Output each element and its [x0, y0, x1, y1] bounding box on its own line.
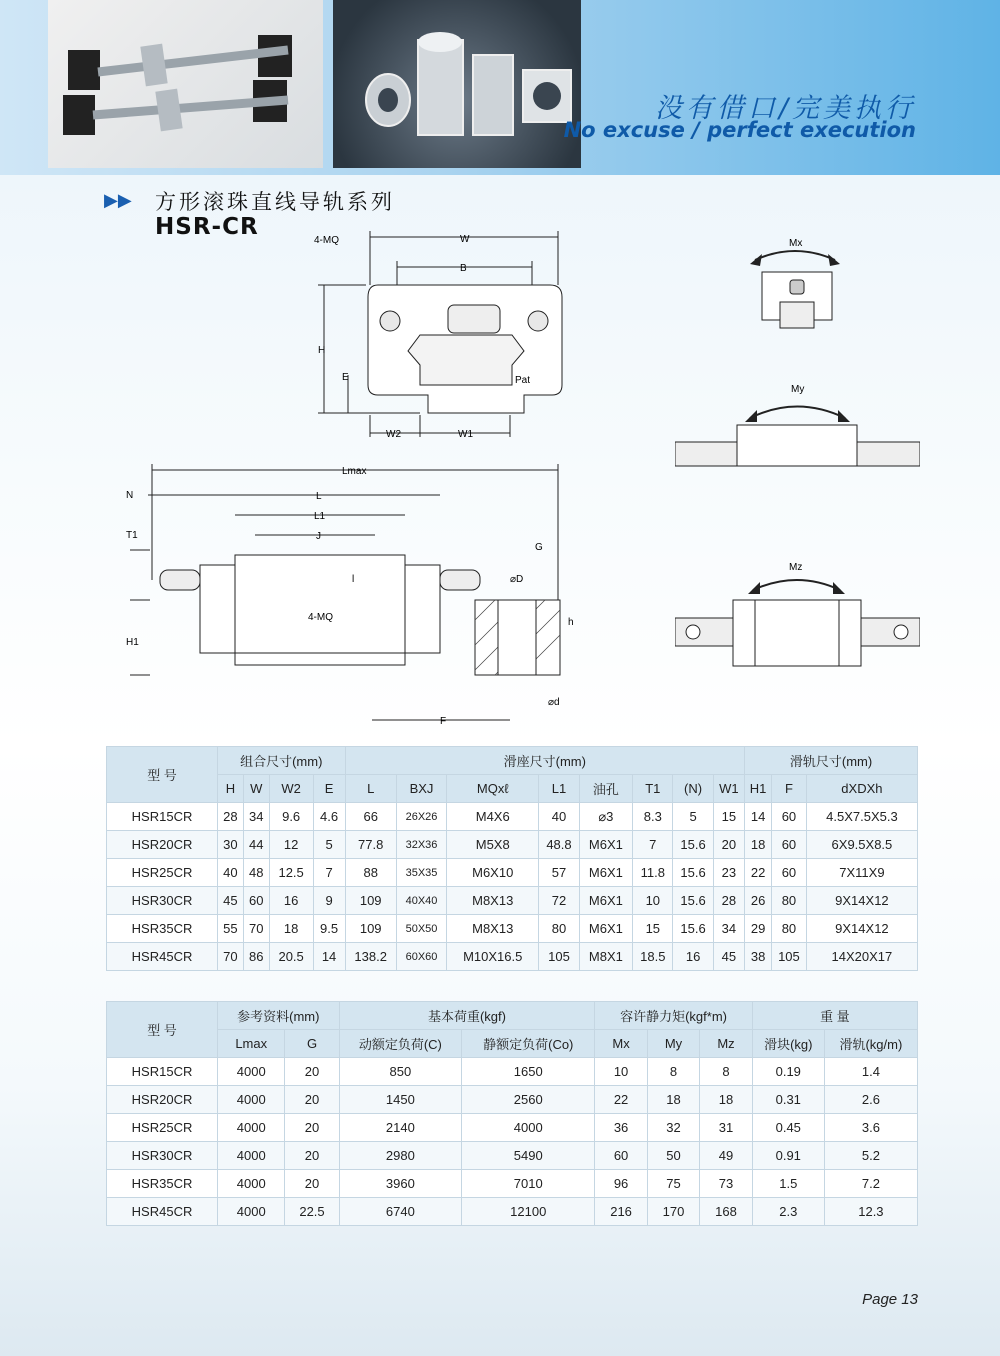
table-cell: 60X60	[396, 943, 446, 971]
table-cell: 28	[218, 803, 244, 831]
model-cell: HSR35CR	[107, 1170, 218, 1198]
series-title-model: HSR-CR	[155, 214, 259, 240]
table-cell: 32	[647, 1114, 699, 1142]
model-cell: HSR15CR	[107, 803, 218, 831]
table-cell: 4000	[218, 1086, 285, 1114]
table-row	[107, 915, 918, 943]
table-cell: 15.6	[673, 915, 713, 943]
group-header: 参考资料(mm)	[218, 1002, 340, 1030]
table-cell: 850	[339, 1058, 462, 1086]
table-cell: 66	[345, 803, 396, 831]
table-cell: 5	[313, 831, 345, 859]
table-cell: 45	[713, 943, 744, 971]
table-cell: 9X14X12	[806, 887, 917, 915]
group-header: 滑座尺寸(mm)	[345, 747, 745, 775]
table-cell: 2.6	[824, 1086, 917, 1114]
table-cell: 72	[539, 887, 579, 915]
table-cell: 0.45	[752, 1114, 824, 1142]
table-cell: 22	[595, 1086, 647, 1114]
dimensions-table	[106, 746, 918, 971]
table-cell: 8	[647, 1058, 699, 1086]
table-cell: 60	[772, 859, 807, 887]
label-h-small: h	[568, 617, 574, 628]
table-cell: 15.6	[673, 859, 713, 887]
table-cell: 70	[218, 943, 244, 971]
table-cell: 20	[713, 831, 744, 859]
model-cell: HSR15CR	[107, 1058, 218, 1086]
table-cell: 168	[700, 1198, 753, 1226]
column-header: 油孔	[579, 775, 633, 803]
table-cell: 5.2	[824, 1142, 917, 1170]
table-cell: 88	[345, 859, 396, 887]
ball-screw-photo	[48, 0, 323, 168]
table-cell: 6X9.5X8.5	[806, 831, 917, 859]
column-header: 动额定负荷(C)	[339, 1030, 462, 1058]
table-cell: 57	[539, 859, 579, 887]
group-header: 基本荷重(kgf)	[339, 1002, 595, 1030]
table-row	[107, 1114, 918, 1142]
group-header: 重 量	[752, 1002, 917, 1030]
table-cell: 1.4	[824, 1058, 917, 1086]
label-l: L	[316, 491, 322, 502]
table-cell: 4000	[218, 1058, 285, 1086]
model-cell: HSR30CR	[107, 1142, 218, 1170]
table-cell: 4000	[218, 1170, 285, 1198]
table-cell: 0.91	[752, 1142, 824, 1170]
group-header: 组合尺寸(mm)	[218, 747, 346, 775]
table-cell: 0.19	[752, 1058, 824, 1086]
model-cell: HSR25CR	[107, 1114, 218, 1142]
table-cell: 26	[745, 887, 772, 915]
table-cell: 38	[745, 943, 772, 971]
table-cell: M8X1	[579, 943, 633, 971]
table-cell: 70	[243, 915, 269, 943]
label-l1: L1	[314, 511, 326, 522]
table-cell: 75	[647, 1170, 699, 1198]
label-my: My	[791, 384, 805, 395]
column-header: W1	[713, 775, 744, 803]
table-cell: 31	[700, 1114, 753, 1142]
table-cell: 4000	[462, 1114, 595, 1142]
table-cell: 44	[243, 831, 269, 859]
table-cell: 35X35	[396, 859, 446, 887]
table-row	[107, 1170, 918, 1198]
table-cell: 9	[313, 887, 345, 915]
table-cell: 0.31	[752, 1086, 824, 1114]
table-row	[107, 1198, 918, 1226]
table-row	[107, 887, 918, 915]
table-cell: 7010	[462, 1170, 595, 1198]
label-w: W	[460, 234, 470, 245]
table-cell: 5	[673, 803, 713, 831]
table-cell: 9X14X12	[806, 915, 917, 943]
table-cell: 7.2	[824, 1170, 917, 1198]
table-cell: 48.8	[539, 831, 579, 859]
table-row	[107, 859, 918, 887]
label-f: F	[440, 716, 447, 727]
model-header: 型 号	[107, 747, 218, 803]
table-cell: 30	[218, 831, 244, 859]
title-arrow-icon: ▶▶	[104, 190, 132, 211]
table-cell: 2140	[339, 1114, 462, 1142]
column-header: dXDXh	[806, 775, 917, 803]
table-cell: 55	[218, 915, 244, 943]
table-cell: 18	[700, 1086, 753, 1114]
table-cell: 7X11X9	[806, 859, 917, 887]
column-header: W	[243, 775, 269, 803]
table-cell: 14	[745, 803, 772, 831]
label-4-mq-side: 4-MQ	[308, 612, 333, 623]
table-cell: 16	[673, 943, 713, 971]
table-cell: 45	[218, 887, 244, 915]
model-cell: HSR20CR	[107, 831, 218, 859]
label-pat: Pat	[515, 375, 531, 386]
label-w2: W2	[386, 429, 401, 440]
label-dia-d-upper: ⌀D	[510, 574, 524, 585]
table-cell: 4000	[218, 1142, 285, 1170]
table-row	[107, 803, 918, 831]
table-cell: 86	[243, 943, 269, 971]
table-cell: M5X8	[447, 831, 539, 859]
column-header: 滑轨(kg/m)	[824, 1030, 917, 1058]
table-cell: 8.3	[633, 803, 673, 831]
model-cell: HSR30CR	[107, 887, 218, 915]
column-header: G	[285, 1030, 339, 1058]
table-cell: 11.8	[633, 859, 673, 887]
series-title-chinese: 方形滚珠直线导轨系列	[155, 190, 395, 214]
table-cell: 60	[595, 1142, 647, 1170]
table-cell: 12100	[462, 1198, 595, 1226]
page-number: Page 13	[862, 1291, 918, 1308]
table-cell: 40	[218, 859, 244, 887]
table-cell: 96	[595, 1170, 647, 1198]
table-cell: M4X6	[447, 803, 539, 831]
table-cell: 4000	[218, 1114, 285, 1142]
table-cell: 80	[772, 915, 807, 943]
table-cell: 16	[269, 887, 313, 915]
table-cell: 32X36	[396, 831, 446, 859]
table-cell: 20	[285, 1142, 339, 1170]
table-cell: 109	[345, 887, 396, 915]
table-cell: 7	[313, 859, 345, 887]
table-cell: 50	[647, 1142, 699, 1170]
table-cell: 1650	[462, 1058, 595, 1086]
table-cell: 20	[285, 1114, 339, 1142]
table-cell: 80	[539, 915, 579, 943]
label-n: N	[126, 490, 134, 501]
table-cell: 73	[700, 1170, 753, 1198]
table-cell: 2560	[462, 1086, 595, 1114]
label-t1: T1	[126, 530, 138, 541]
side-view-drawing	[120, 460, 580, 730]
label-dia-d-lower: ⌀d	[548, 697, 560, 708]
table-cell: M6X1	[579, 831, 633, 859]
moment-mx-diagram	[740, 232, 850, 332]
table-cell: 15.6	[673, 831, 713, 859]
column-header: MQxℓ	[447, 775, 539, 803]
column-header: W2	[269, 775, 313, 803]
table-cell: M8X13	[447, 887, 539, 915]
table-cell: 29	[745, 915, 772, 943]
table-cell: 6740	[339, 1198, 462, 1226]
column-header: Mx	[595, 1030, 647, 1058]
table-cell: ⌀3	[579, 803, 633, 831]
table-row	[107, 1058, 918, 1086]
table-cell: 105	[772, 943, 807, 971]
column-header: L	[345, 775, 396, 803]
table-cell: 60	[243, 887, 269, 915]
column-header: H	[218, 775, 244, 803]
table-row	[107, 943, 918, 971]
model-cell: HSR45CR	[107, 943, 218, 971]
table-cell: 12.3	[824, 1198, 917, 1226]
column-header: Mz	[700, 1030, 753, 1058]
table-cell: 80	[772, 887, 807, 915]
table-cell: 170	[647, 1198, 699, 1226]
label-4-mq: 4-MQ	[314, 235, 339, 246]
table-cell: 1450	[339, 1086, 462, 1114]
label-w1: W1	[458, 429, 473, 440]
table-cell: 40X40	[396, 887, 446, 915]
column-header: F	[772, 775, 807, 803]
table-cell: 20	[285, 1058, 339, 1086]
label-h1: H1	[126, 637, 139, 648]
table-cell: 49	[700, 1142, 753, 1170]
model-cell: HSR45CR	[107, 1198, 218, 1226]
slogan-chinese: 没有借口/完美执行	[654, 93, 916, 124]
table-cell: 20	[285, 1086, 339, 1114]
table-cell: 34	[243, 803, 269, 831]
table-cell: M8X13	[447, 915, 539, 943]
model-header: 型 号	[107, 1002, 218, 1058]
load-rating-table	[106, 1001, 918, 1226]
table-cell: 22	[745, 859, 772, 887]
table-cell: 18	[745, 831, 772, 859]
table-cell: 60	[772, 831, 807, 859]
table-cell: 9.6	[269, 803, 313, 831]
table-cell: 18	[269, 915, 313, 943]
table-cell: M6X1	[579, 887, 633, 915]
table-cell: 105	[539, 943, 579, 971]
table-row	[107, 831, 918, 859]
model-cell: HSR20CR	[107, 1086, 218, 1114]
table-cell: 7	[633, 831, 673, 859]
table-cell: M6X1	[579, 859, 633, 887]
model-cell: HSR35CR	[107, 915, 218, 943]
table-cell: 138.2	[345, 943, 396, 971]
table-cell: M6X10	[447, 859, 539, 887]
table-cell: 12.5	[269, 859, 313, 887]
table-cell: 22.5	[285, 1198, 339, 1226]
slogan-english: No excuse / perfect execution	[563, 118, 916, 142]
table-cell: 60	[772, 803, 807, 831]
table-row	[107, 1086, 918, 1114]
table-cell: 20.5	[269, 943, 313, 971]
table-cell: 3.6	[824, 1114, 917, 1142]
table-cell: 5490	[462, 1142, 595, 1170]
table-cell: 36	[595, 1114, 647, 1142]
table-cell: 48	[243, 859, 269, 887]
label-mx: Mx	[789, 238, 803, 249]
table-cell: 10	[633, 887, 673, 915]
column-header: H1	[745, 775, 772, 803]
table-cell: 8	[700, 1058, 753, 1086]
table-cell: 12	[269, 831, 313, 859]
label-h: H	[318, 345, 326, 356]
table-cell: 2980	[339, 1142, 462, 1170]
front-view-drawing	[300, 225, 590, 445]
column-header: My	[647, 1030, 699, 1058]
table-cell: 14X20X17	[806, 943, 917, 971]
table-cell: 4.5X7.5X5.3	[806, 803, 917, 831]
table-cell: 26X26	[396, 803, 446, 831]
column-header: 静额定负荷(Co)	[462, 1030, 595, 1058]
table-cell: 23	[713, 859, 744, 887]
table-row	[107, 1142, 918, 1170]
table-cell: 3960	[339, 1170, 462, 1198]
table-cell: M10X16.5	[447, 943, 539, 971]
column-header: E	[313, 775, 345, 803]
table-cell: 34	[713, 915, 744, 943]
label-mz: Mz	[789, 562, 803, 573]
table-cell: 10	[595, 1058, 647, 1086]
label-g: G	[535, 542, 543, 553]
column-header: T1	[633, 775, 673, 803]
label-lmax: Lmax	[342, 466, 367, 477]
label-l-small: l	[352, 574, 355, 585]
table-cell: 50X50	[396, 915, 446, 943]
table-cell: 1.5	[752, 1170, 824, 1198]
column-header: BXJ	[396, 775, 446, 803]
table-cell: 15	[713, 803, 744, 831]
table-cell: 216	[595, 1198, 647, 1226]
table-cell: 20	[285, 1170, 339, 1198]
table-cell: 9.5	[313, 915, 345, 943]
table-cell: 28	[713, 887, 744, 915]
table-cell: 15	[633, 915, 673, 943]
column-header: Lmax	[218, 1030, 285, 1058]
table-cell: 109	[345, 915, 396, 943]
model-cell: HSR25CR	[107, 859, 218, 887]
column-header: (N)	[673, 775, 713, 803]
linear-bearing-photo	[333, 0, 581, 168]
moment-mz-diagram	[675, 560, 920, 670]
table-cell: 14	[313, 943, 345, 971]
table-cell: 4.6	[313, 803, 345, 831]
table-cell: 15.6	[673, 887, 713, 915]
table-cell: 18.5	[633, 943, 673, 971]
table-cell: 18	[647, 1086, 699, 1114]
label-e: E	[342, 372, 349, 383]
group-header: 容许静力矩(kgf*m)	[595, 1002, 752, 1030]
table-cell: M6X1	[579, 915, 633, 943]
moment-my-diagram	[675, 380, 920, 470]
column-header: 滑块(kg)	[752, 1030, 824, 1058]
column-header: L1	[539, 775, 579, 803]
table-cell: 2.3	[752, 1198, 824, 1226]
table-cell: 77.8	[345, 831, 396, 859]
table-cell: 4000	[218, 1198, 285, 1226]
group-header: 滑轨尺寸(mm)	[745, 747, 918, 775]
label-b: B	[460, 263, 467, 274]
label-j: J	[316, 531, 321, 542]
table-cell: 40	[539, 803, 579, 831]
